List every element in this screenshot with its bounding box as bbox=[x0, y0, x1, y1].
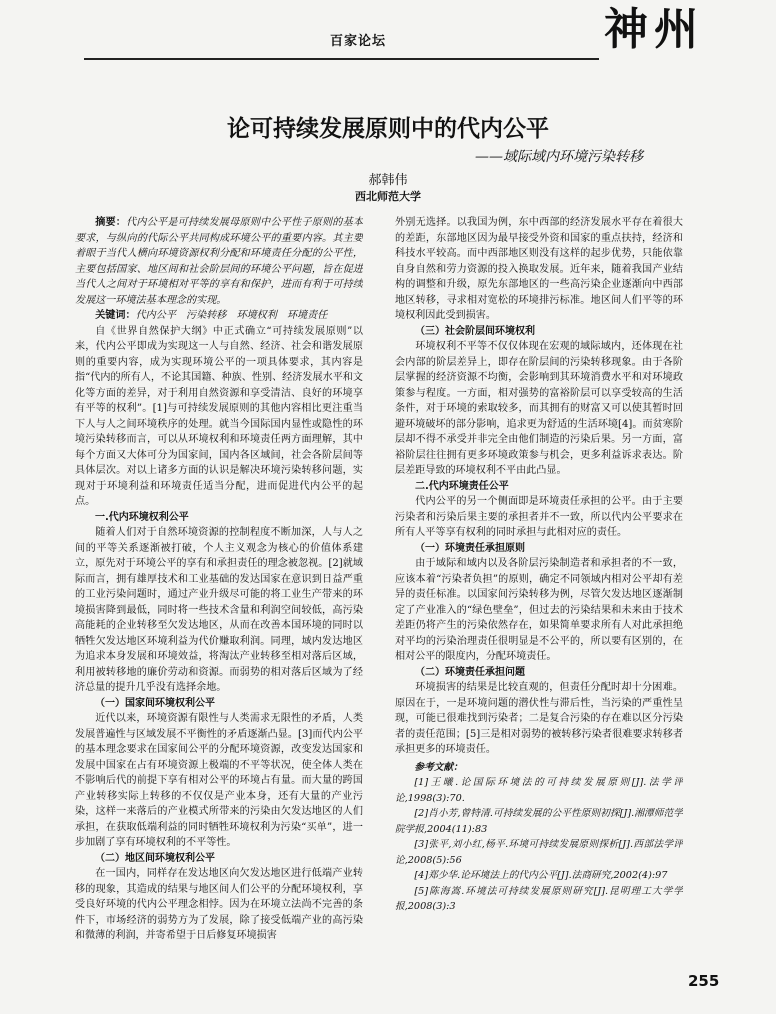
keywords bbox=[75, 308, 363, 324]
section-name: 百家论坛 bbox=[330, 34, 387, 49]
right-column bbox=[395, 215, 683, 945]
body-paragraph: 自《世界自然保护大纲》中正式确立“可持续发展原则”以来，代内公平即成为实现这一人与自然、经济、社会和谐发展原则的重要内容，成为实现环境公平的一项具体要求，其内容是指“代内的所有人，不论其国籍、种族、性别、经济发展水平和文化等方面的差异，对于利用自然资源和享受清洁、良好的环境享有平等的权利”。[1]与可持续发展原则的其他内容相比更注重当下人与人之间环境秩序的处理。就当今国际国内显性或隐性的环境污染转移而言，可以从环境权利和环境责任两方面理解，其中每个方面又大体可分为国家间，国内各区域间，社会各阶层间等具体层次。对以上诸多方面的认识是解决环境污染转移问题，实现对于环境利益和环境责任适当分配，进而促进代内公平的起点。 bbox=[75, 325, 363, 507]
body-paragraph: 环境权利不平等不仅仅体现在宏观的域际域内，还体现在社会内部的阶层差异上，即存在阶层间的污染转移现象。由于各阶层掌握的经济资源不均衡，会影响到其环境消费水平和对环境政策参与程度。一方面，相对强势的富裕阶层可以享受较高的生活条件，对于环境的索取较多，而其拥有的财富又可以使其暂时回避环境破坏的部分影响，追求更为舒适的生活环境[4]。而贫寒阶层却不得不承受并非完全由他们制造的污染后果。另一方面，富裕阶层往往拥有更多环境政策参与机会，更多利益诉求表达。阶层差距导致的环境权利不平由此凸显。 bbox=[395, 341, 683, 476]
header-rule bbox=[84, 58, 599, 60]
section-heading: 一.代内环境权利公平 bbox=[95, 511, 189, 523]
journal-logo: 神州 bbox=[604, 4, 704, 55]
author-name: 郝韩伟 bbox=[368, 173, 408, 188]
references bbox=[395, 760, 683, 915]
subsection-heading: （二）环境责任承担问题 bbox=[415, 666, 525, 678]
abstract-label: 摘要： bbox=[95, 217, 127, 228]
reference-item: [3]张平,刘小红,杨平.环境可持续发展原则探析[J].西部法学评论,2008(5):56 bbox=[395, 839, 683, 866]
subsection-heading: （一）环境责任承担原则 bbox=[415, 542, 525, 554]
body-paragraph: 环境损害的结果是比较直观的，但责任分配时却十分困难。原因在于，一是环境问题的潜伏性与滞后性，当污染的严重性呈现，可能已很难找到污染者；二是复合污染的存在难以区分污染者的责任范围；[5]三是相对弱势的被转移污染者很难要求转移者承担更多的环境责任。 bbox=[395, 682, 683, 755]
subsection-heading: （一）国家间环境权利公平 bbox=[95, 697, 215, 709]
body-paragraph: 随着人们对于自然环境资源的控制程度不断加深，人与人之间的平等关系逐渐被打破，个人主义观念为核心的价值体系建立，原先对于环境公平的享有和承担责任的理念被忽视。[2]就域际而言，拥有雄厚技术和工业基础的发达国家在意识到日益严重的工业污染问题时，通过产业升级尽可能的将工业生产带来的环境损害降到最低，同时将一些技术含量和利润空间较低，高污染高能耗的企业转移至欠发达地区，从而在改善本国环境的同时以牺牲欠发达地区环境利益为代价赚取利润。同理，域内发达地区为追求本身发展和环境效益，将淘汰产业转移至相对落后区域，利用被转移地的廉价劳动和资源。而弱势的相对落后区域为了经济总量的提升几乎没有选择余地。 bbox=[75, 527, 363, 693]
section-heading: 二.代内环境责任公平 bbox=[415, 480, 509, 492]
reference-item: [5]陈海嵩.环境法可持续发展原则研究[J].昆明理工大学学报,2008(3):3 bbox=[395, 885, 683, 912]
left-column bbox=[75, 215, 363, 975]
abstract-text: 代内公平是可持续发展母原则中公平性子原则的基本要求，与纵向的代际公平共同构成环境公平的重要内容。其主要着眼于当代人横向环境资源权利分配和环境责任分配的公平性，主要包括国家、地区间和社会阶层间的环境公平问题，旨在促进当代人之间对于环境相对平等的享有和保护，进而有利于可持续发展这一环境法基本理念的实现。 bbox=[75, 217, 363, 306]
article-title: 论可持续发展原则中的代内公平 bbox=[227, 116, 549, 142]
reference-item: [4]郑少华.论环境法上的代内公平[J].法商研究,2002(4):97 bbox=[414, 870, 668, 881]
keywords-text: 代内公平 污染转移 环境权利 环境责任 bbox=[135, 310, 328, 321]
reference-item: [2]肖小芳,曾特清.可持续发展的公平性原则初探[J].湘潭师范学院学报,2004(11):83 bbox=[395, 808, 683, 835]
body-paragraph: 在一国内，同样存在发达地区向欠发达地区进行低端产业转移的现象，其造成的结果与地区间人们公平的分配环境权利，享受良好环境的代内公平理念相悖。因为在环境立法尚不完善的条件下，市场经济的弱势方为了发展，除了接受低端产业的高污染和微薄的利润，并寄希望于日后修复环境损害 bbox=[75, 868, 363, 941]
keywords-label: 关键词： bbox=[95, 310, 136, 321]
page-number: 255 bbox=[688, 972, 720, 990]
body-paragraph: 代内公平的另一个侧面即是环境责任承担的公平。由于主要污染者和污染后果主要的承担者并不一致，所以代内公平要求在所有人平等享有权利的同时承担与此相对应的责任。 bbox=[395, 496, 683, 538]
body-paragraph: 由于域际和域内以及各阶层污染制造者和承担者的不一致，应该本着“污染者负担”的原则，确定不同领域内相对公平却有差异的责任标准。以国家间污染转移为例，尽管欠发达地区逐渐制定了产业准入的“绿色壁垒”，但过去的污染结果和未来由于技术差距仍将产生的污染依然存在，如果简单要求所有人对此承担绝对平均的污染治理责任很明显是不公平的，所以要有区别的，在相对公平的限度内，分配环境责任。 bbox=[395, 558, 683, 662]
body-paragraph: 外别无选择。以我国为例，东中西部的经济发展水平存在着很大的差距，东部地区因为最早接受外资和国家的重点扶持，经济和科技水平较高。而中西部地区则没有这样的起步优势，只能依靠自身自然和劳力资源的投入换取发展。近年来，随着我国产业结构的调整和升级，原先东部地区的一些高污染企业逐渐向中西部地区转移，寻求相对宽松的环境排污标准。地区间人们平等的环境权利因此受到损害。 bbox=[395, 217, 683, 321]
author-affiliation: 西北师范大学 bbox=[355, 190, 421, 203]
abstract bbox=[75, 215, 363, 308]
article-subtitle: ——域际域内环境污染转移 bbox=[475, 149, 643, 165]
subsection-heading: （二）地区间环境权利公平 bbox=[95, 852, 215, 864]
subsection-heading: （三）社会阶层间环境权利 bbox=[415, 325, 535, 337]
body-paragraph: 近代以来，环境资源有限性与人类需求无限性的矛盾，人类发展普遍性与区域发展不平衡性的矛盾逐渐凸显。[3]而代内公平的基本理念要求在国家间公平的分配环境资源，改变发达国家和发展中国家在占有环境资源上极端的不平等状况，使全体人类在不影响后代的前提下享有相对公平的环境占有量。而大量的跨国产业转移实际上转移的不仅仅是产业本身，还有大量的产业污染，这样一来落后的产业模式所带来的污染由欠发达地区的人们承担，在获取低端利益的同时牺牲环境权利为污染“买单”，进一步加剧了享有环境权利的不平等性。 bbox=[75, 713, 363, 848]
references-heading: 参考文献： bbox=[414, 761, 463, 773]
reference-item: [1]王曦.论国际环境法的可持续发展原则[J].法学评论,1998(3):70. bbox=[395, 777, 683, 804]
